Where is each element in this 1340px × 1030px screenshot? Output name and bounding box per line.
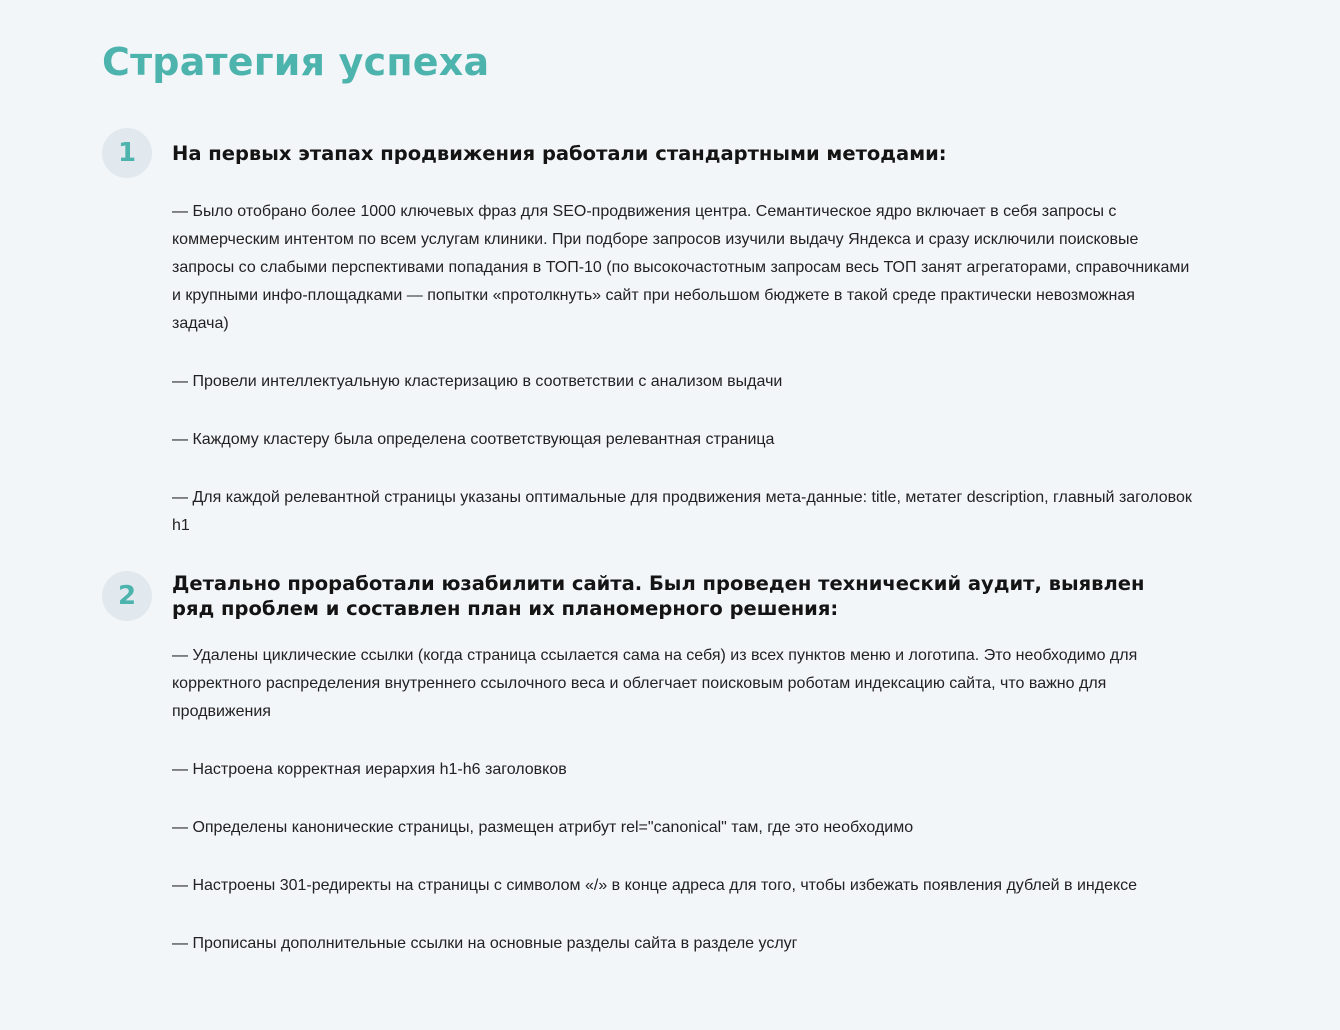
- list-item: — Провели интеллектуальную кластеризацию в соответствии с анализом выдачи: [172, 373, 783, 390]
- list-item: — Прописаны дополнительные ссылки на основные разделы сайта в разделе услуг: [172, 935, 798, 952]
- step-title: Детально проработали юзабилити сайта. Был проведен технический аудит, выявлен ряд проблем и составлен план их планомерного решения:: [172, 572, 1145, 620]
- list-item: — Настроены 301-редиректы на страницы с символом «/» в конце адреса для того, чтобы избежать появления дублей в индексе: [172, 877, 1138, 894]
- list-item: — Было отобрано более 1000 ключевых фраз для SEO-продвижения центра. Семантическое ядро включает в себя запросы с коммерческим интентом по всем услугам клиники. При подборе запросов изучили выдачу Яндекса и сразу исключили поисковые запросы со слабыми перспективами попадания в ТОП-10 (по высокочастотным запросам весь ТОП занят агрегаторами, справочниками и крупными инфо-площадками — попытки «протолкнуть» сайт при небольшом бюджете в такой среде практически невозможная задача): [172, 203, 1190, 332]
- list-item: — Настроена корректная иерархия h1-h6 заголовков: [172, 761, 567, 778]
- step-number-badge: 1: [102, 128, 152, 178]
- page-title: Стратегия успеха: [102, 40, 490, 84]
- list-item: — Удалены циклические ссылки (когда страница ссылается сама на себя) из всех пунктов меню и логотипа. Это необходимо для корректного распределения внутреннего ссылочного веса и облегчает поисковым роботам индексацию сайта, что важно для продвижения: [172, 647, 1138, 720]
- step-title: На первых этапах продвижения работали стандартными методами:: [172, 142, 947, 165]
- list-item: — Каждому кластеру была определена соответствующая релевантная страница: [172, 431, 775, 448]
- step-items-list: [172, 642, 1192, 988]
- list-item: — Определены канонические страницы, размещен атрибут rel="canonical" там, где это необходимо: [172, 819, 914, 836]
- step-items-list: [172, 198, 1192, 570]
- list-item: — Для каждой релевантной страницы указаны оптимальные для продвижения мета-данные: title, метатег description, главный заголовок h1: [172, 489, 1192, 534]
- step-number-badge: 2: [102, 571, 152, 621]
